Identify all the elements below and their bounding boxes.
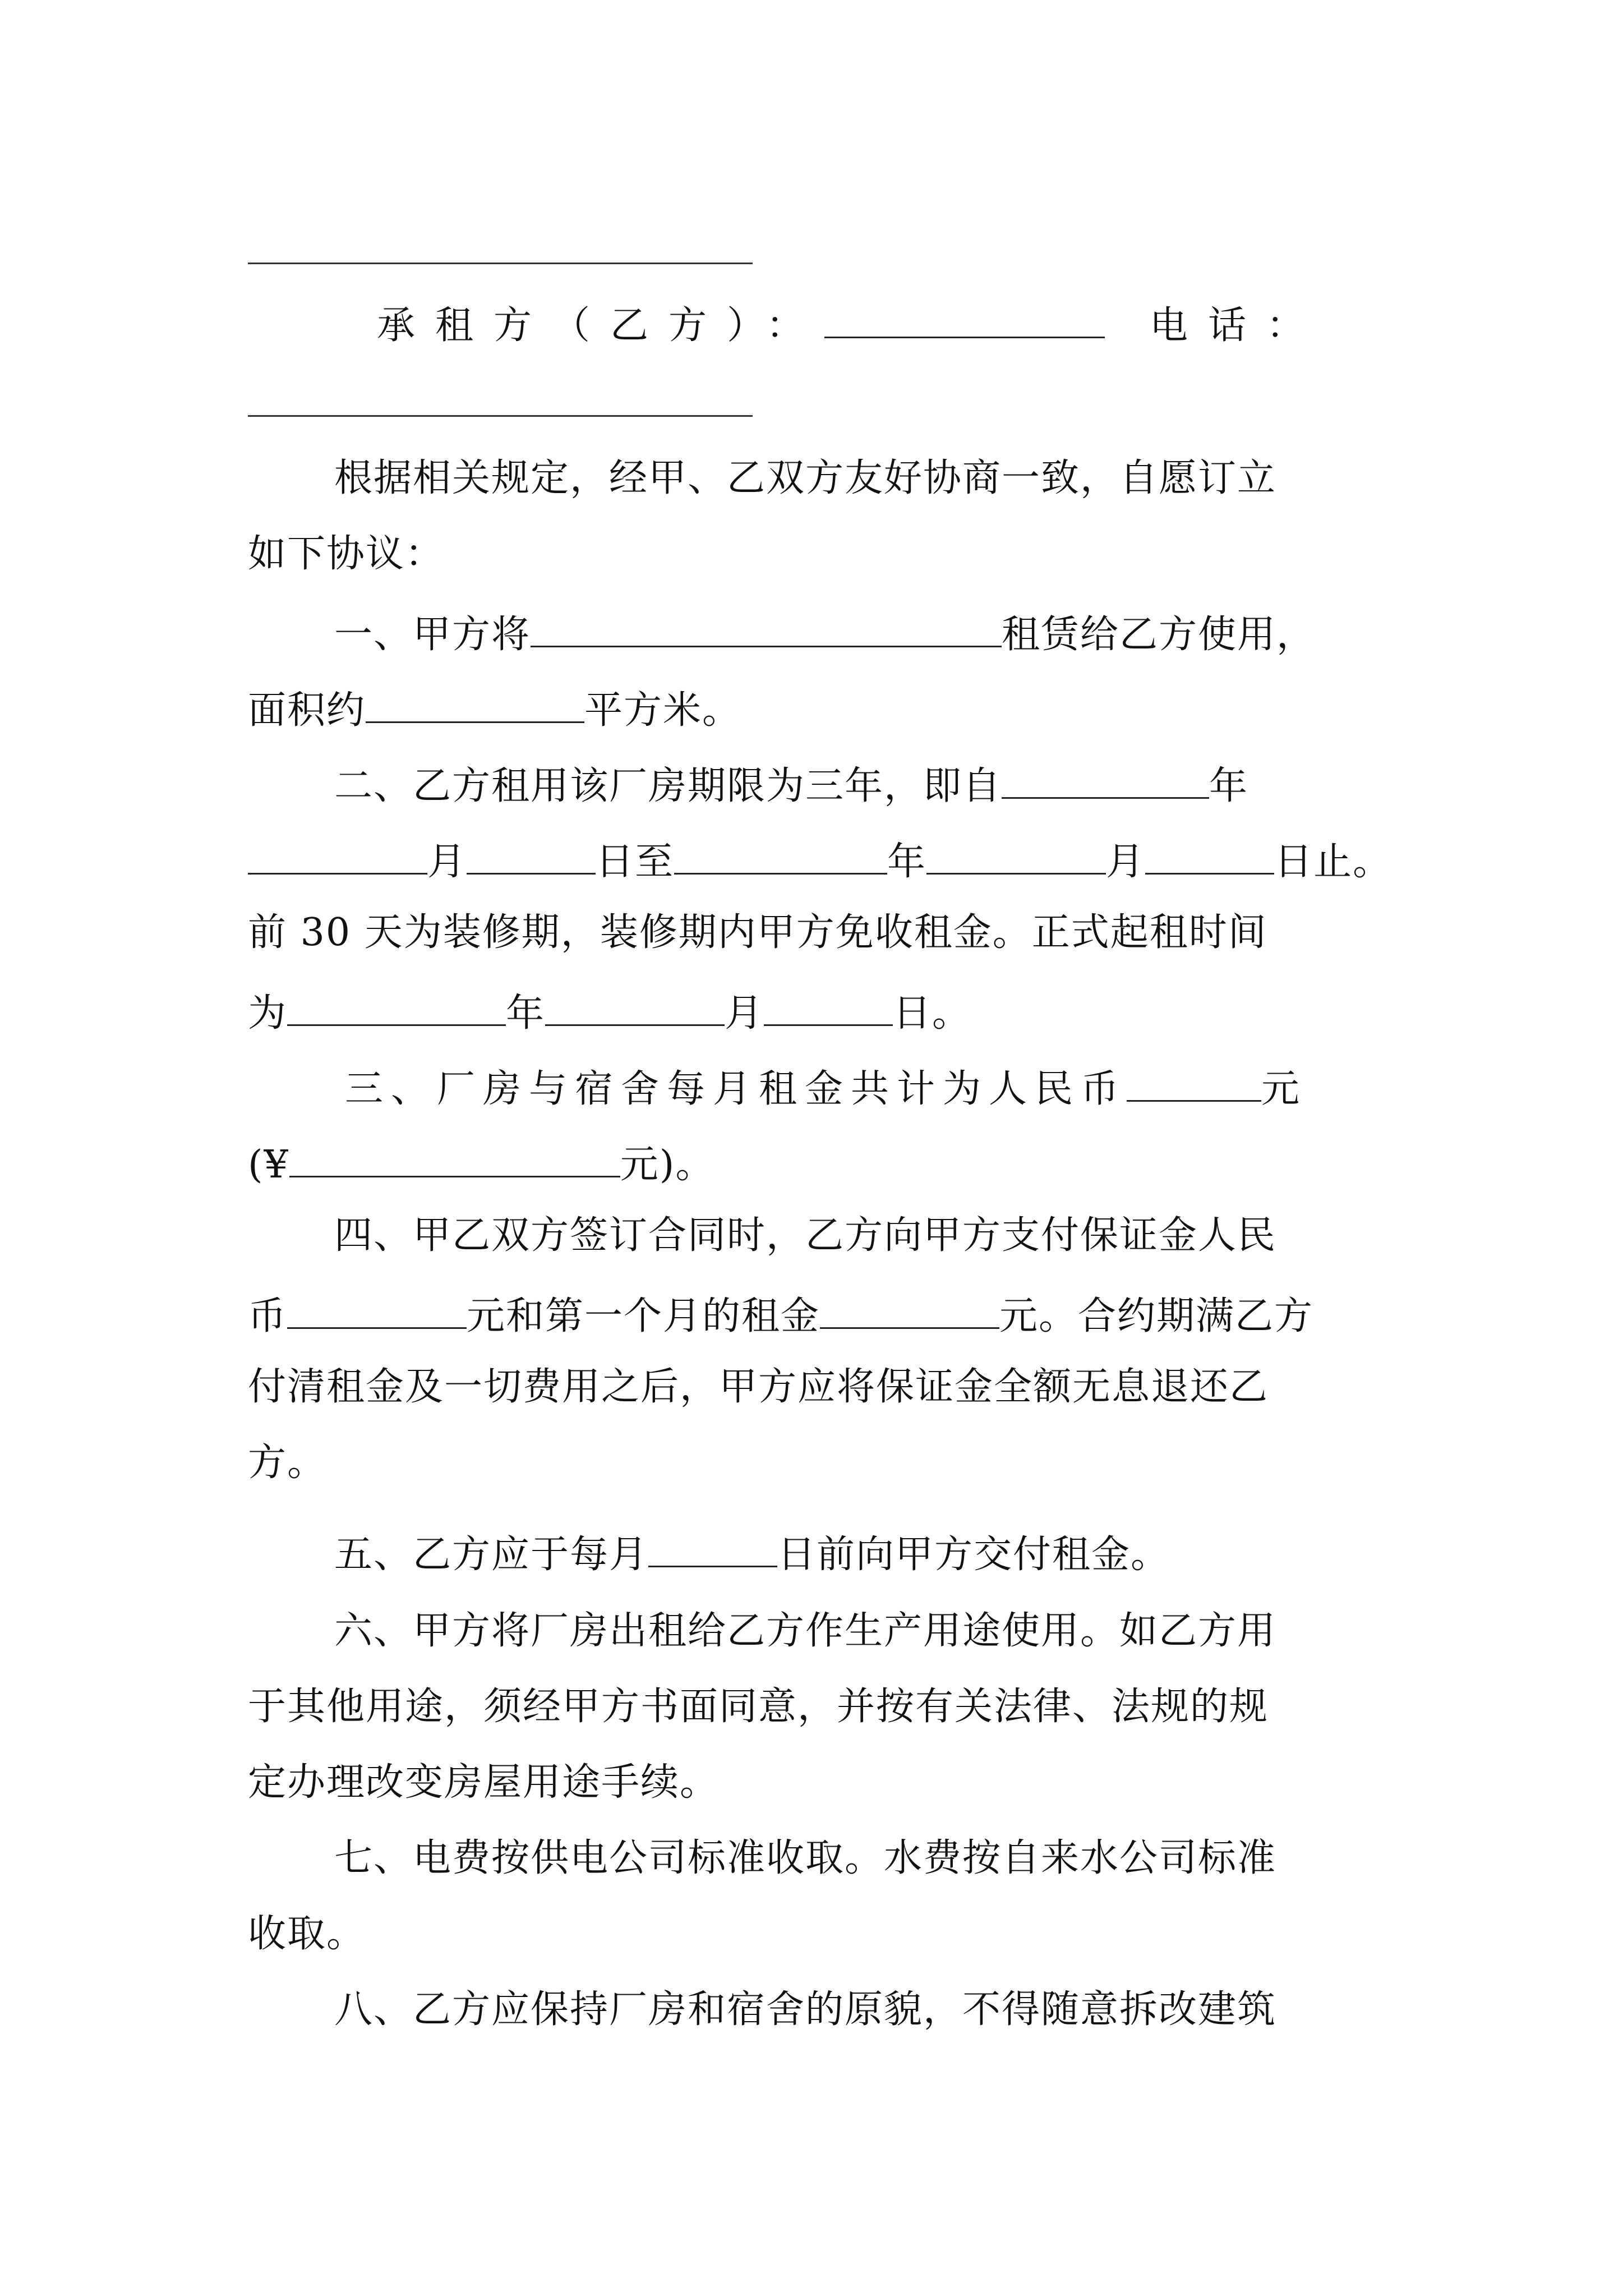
year-label: 年 <box>506 991 546 1036</box>
yuan-close: 元)。 <box>620 1143 715 1187</box>
clause-6-line-2: 于其他用途，须经甲方书面同意，并按有关法律、法规的规 <box>248 1685 1269 1729</box>
area-label: 面积约 <box>248 688 366 733</box>
end-day-blank <box>1145 829 1274 875</box>
clause-6-line-3: 定办理改变房屋用途手续。 <box>248 1760 720 1805</box>
clause-4-line-1: 四、甲乙双方签订合同时，乙方向甲方支付保证金人民 <box>334 1213 1277 1258</box>
clause-4-text: 元。合约期满乙方 <box>999 1294 1314 1338</box>
clause-2-line-4 <box>248 981 1386 1037</box>
clause-6-line-1: 六、甲方将厂房出租给乙方作生产用途使用。如乙方用 <box>334 1609 1277 1653</box>
clause-1-line-2 <box>248 678 1386 734</box>
yuan-label: 元 <box>1261 1067 1301 1111</box>
monthly-rent-blank <box>1127 1056 1261 1102</box>
day-to-label: 日至 <box>596 840 675 884</box>
clause-7-line-2: 收取。 <box>248 1912 366 1956</box>
clause-2-text: 二、乙方租用该厂房期限为三年，即自 <box>334 764 1002 808</box>
clause-5-line-1 <box>334 1522 1473 1578</box>
lessee-row <box>377 293 1386 349</box>
rent-start-month-blank <box>545 981 725 1026</box>
clause-4-line-4: 方。 <box>248 1441 327 1485</box>
intro-line-2: 如下协议： <box>248 532 445 576</box>
clause-4-line-3: 付清租金及一切费用之后，甲方应将保证金全额无息退还乙 <box>248 1365 1269 1409</box>
month-label: 月 <box>725 991 764 1036</box>
year-label: 年 <box>887 840 927 884</box>
clause-7-line-1: 七、电费按供电公司标准收取。水费按自来水公司标准 <box>334 1836 1277 1880</box>
clause-3-text: 三、厂房与宿舍每月租金共计为人民币 <box>345 1067 1127 1111</box>
month-label: 月 <box>1106 840 1146 884</box>
first-rent-label: 元和第一个月的租金 <box>467 1294 820 1338</box>
clause-1-line-1 <box>334 602 1473 658</box>
for-label: 为 <box>248 991 288 1036</box>
area-unit: 平方米。 <box>584 688 742 733</box>
start-day-blank <box>467 829 596 875</box>
payment-day-blank <box>648 1522 777 1567</box>
rent-figure-blank <box>289 1132 620 1177</box>
blank-line-top <box>248 263 753 264</box>
area-blank <box>366 678 584 723</box>
lessee-name-blank <box>824 293 1105 338</box>
clause-5-text-2: 日前向甲方交付租金。 <box>777 1533 1170 1577</box>
start-year-blank <box>1002 753 1209 799</box>
end-month-blank <box>926 829 1106 875</box>
clause-3-line-2 <box>248 1132 1386 1188</box>
clause-1-text-2: 租赁给乙方使用， <box>1002 613 1316 657</box>
premises-blank <box>531 602 1002 647</box>
clause-2-line-1 <box>334 753 1473 809</box>
day-label: 日。 <box>893 991 972 1036</box>
rent-start-day-blank <box>764 981 893 1026</box>
blank-line-phone <box>248 415 753 417</box>
clause-3-line-1 <box>345 1056 1483 1112</box>
yen-open: (¥ <box>248 1143 289 1187</box>
clause-5-text: 五、乙方应于每月 <box>334 1533 649 1577</box>
year-label: 年 <box>1209 764 1249 808</box>
rent-start-year-blank <box>287 981 506 1026</box>
clause-2-line-2 <box>248 829 1393 885</box>
clause-1-text: 一、甲方将 <box>334 613 531 657</box>
clause-2-line-3: 前 30 天为装修期，装修期内甲方免收租金。正式起租时间 <box>248 910 1267 955</box>
intro-line-1: 根据相关规定，经甲、乙双方友好协商一致，自愿订立 <box>334 456 1277 500</box>
currency-label: 币 <box>248 1294 288 1338</box>
day-end-label: 日止。 <box>1274 840 1393 884</box>
clause-8-line-1: 八、乙方应保持厂房和宿舍的原貌，不得随意拆改建筑 <box>334 1987 1277 2032</box>
first-rent-blank <box>820 1283 999 1329</box>
clause-4-line-2 <box>248 1283 1386 1340</box>
phone-label: 电话： <box>1150 303 1325 348</box>
start-month-blank <box>248 829 427 875</box>
lessee-label: 承租方（乙方）： <box>377 303 825 348</box>
month-label: 月 <box>427 840 467 884</box>
deposit-blank <box>287 1283 467 1329</box>
end-year-blank <box>674 829 887 875</box>
